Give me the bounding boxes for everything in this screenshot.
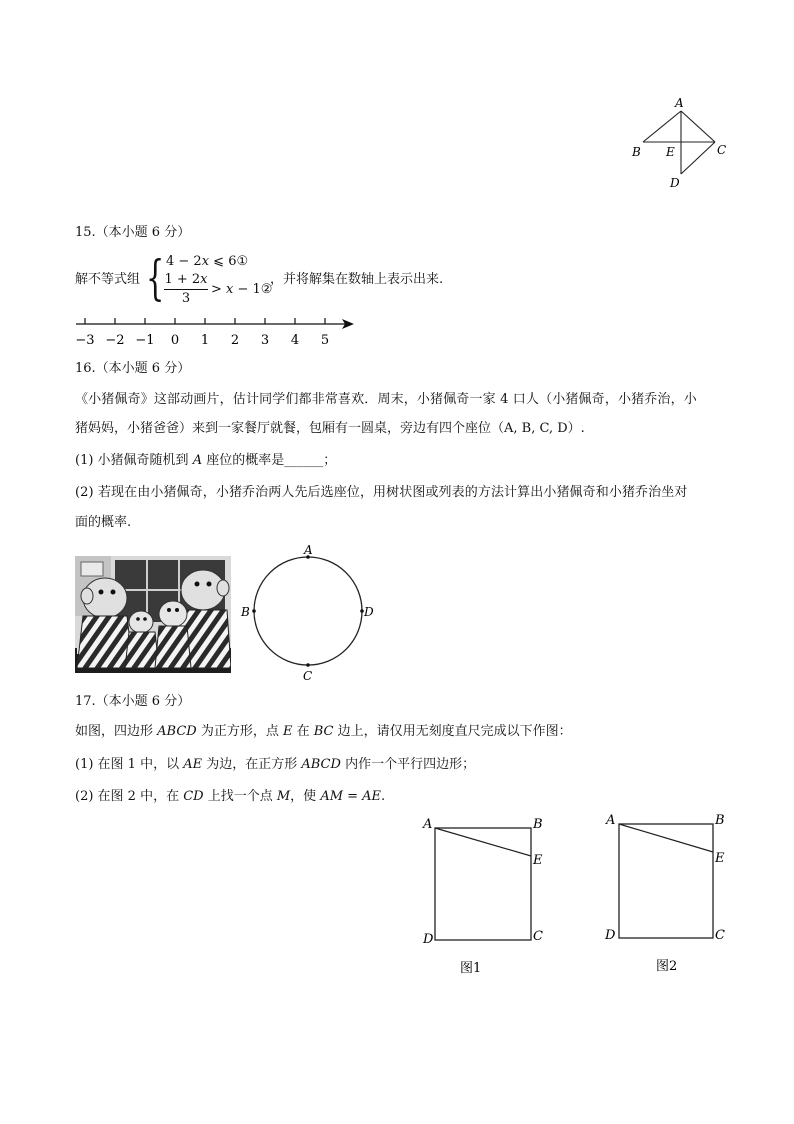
- fig1-label-c: C: [533, 929, 543, 944]
- fig1-caption: 图1: [460, 961, 482, 976]
- q16-paragraph-line1: 《小猪佩奇》这部动画片，估计同学们都非常喜欢．周末，小猪佩奇一家 4 口人（小猪佩奇，小猪乔治，小: [75, 392, 697, 407]
- round-table-figure: [238, 540, 378, 685]
- label-e: E: [666, 145, 675, 159]
- number-line-tick-label: 3: [260, 333, 270, 348]
- square-abcd: [435, 828, 531, 940]
- fig2-label-d: D: [605, 928, 616, 943]
- number-line-tick-label: 2: [230, 333, 240, 348]
- fig1-label-a: A: [423, 817, 433, 832]
- q16-paragraph-line2: 猪妈妈，小猪爸爸）来到一家餐厅就餐，包厢有一圆桌，旁边有四个座位（A, B, C, D）.: [75, 421, 585, 436]
- seat-c-point: [306, 663, 310, 667]
- inequality-system-brace: {: [146, 250, 165, 306]
- label-a: A: [675, 96, 684, 110]
- number-line-tick-label: 5: [320, 333, 330, 348]
- seat-label-b: B: [241, 605, 250, 619]
- label-c: C: [717, 143, 727, 157]
- fraction-numerator: 1 + 2x: [164, 272, 208, 290]
- segment-ae: [619, 824, 713, 852]
- fig1-label-b: B: [533, 817, 543, 832]
- top-geometry-figure: [628, 92, 732, 194]
- number-line-tick-label: 1: [200, 333, 210, 348]
- q16-heading: 16.（本小题 6 分）: [75, 361, 191, 376]
- fraction-denominator: 3: [181, 291, 191, 306]
- fig2-label-a: A: [606, 813, 616, 828]
- table-circle: [254, 557, 362, 665]
- inequality-2-fraction: [164, 272, 208, 307]
- q17-intro: 如图，四边形 ABCD 为正方形，点 E 在 BC 边上，请仅用无刻度直尺完成以下作图：: [75, 724, 572, 739]
- q17-part1: (1) 在图 1 中，以 AE 为边，在正方形 ABCD 内作一个平行四边形；: [75, 757, 476, 772]
- number-line-tick-label: −3: [75, 333, 95, 348]
- fig2-label-c: C: [715, 928, 725, 943]
- seat-b-point: [252, 609, 256, 613]
- segment-ab: [643, 111, 681, 142]
- square-abcd: [619, 824, 713, 938]
- segment-ac: [681, 111, 715, 142]
- seat-label-a: A: [304, 543, 313, 557]
- fig2-label-e: E: [715, 851, 725, 866]
- number-line-tick-label: 4: [290, 333, 300, 348]
- segment-ae: [435, 828, 531, 856]
- seat-label-d: D: [364, 605, 374, 619]
- number-line-tick-label: −2: [105, 333, 125, 348]
- q17-part2: (2) 在图 2 中，在 CD 上找一个点 M，使 AM = AE.: [75, 789, 386, 804]
- inequality-2-rhs: > x − 1②: [211, 282, 273, 297]
- number-line-tick-label: 0: [170, 333, 180, 348]
- q15-suffix: ，并将解集在数轴上表示出来.: [270, 272, 444, 287]
- q16-part2-line2: 面的概率.: [75, 515, 132, 530]
- number-line: [70, 312, 360, 350]
- segment-cd: [681, 142, 715, 174]
- figure-1-square: [418, 812, 558, 982]
- fig1-label-e: E: [533, 853, 543, 868]
- inequality-1: 4 − 2x ⩽ 6①: [166, 254, 249, 269]
- fig1-label-d: D: [423, 932, 434, 947]
- q16-part1: (1) 小猪佩奇随机到 A 座位的概率是______；: [75, 453, 337, 468]
- q15-prefix: 解不等式组: [75, 272, 141, 287]
- fig2-label-b: B: [715, 813, 725, 828]
- q16-part2-line1: (2) 若现在由小猪佩奇，小猪乔治两人先后选座位，用树状图或列表的方法计算出小猪佩奇和小猪乔治坐对: [75, 485, 688, 500]
- seat-label-c: C: [303, 669, 313, 683]
- q15-heading: 15.（本小题 6 分）: [75, 225, 191, 240]
- q17-heading: 17.（本小题 6 分）: [75, 694, 191, 709]
- label-d: D: [670, 176, 680, 190]
- fig2-caption: 图2: [656, 959, 678, 974]
- peppa-family-cartoon-image: [75, 556, 231, 673]
- figure-2-square: [598, 810, 738, 980]
- number-line-tick-label: −1: [135, 333, 155, 348]
- label-b: B: [632, 145, 641, 159]
